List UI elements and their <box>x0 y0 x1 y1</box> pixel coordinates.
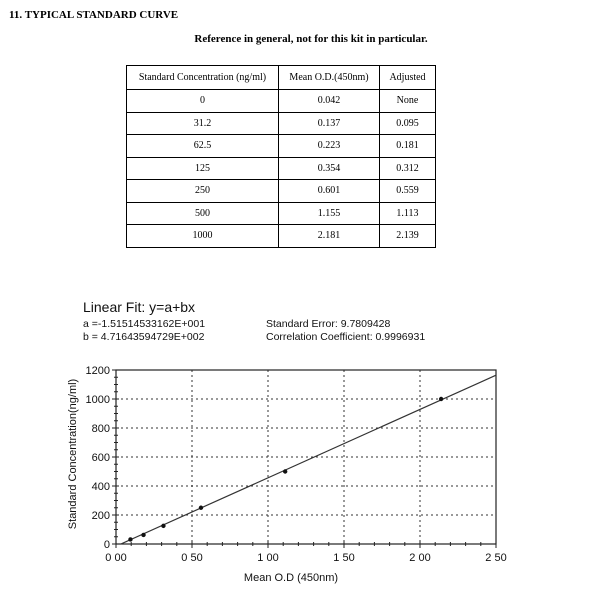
section-title: 11. TYPICAL STANDARD CURVE <box>9 9 179 21</box>
cell-adjusted: 2.139 <box>380 225 436 248</box>
cell-concentration: 31.2 <box>127 112 279 135</box>
header-mean-od: Mean O.D.(450nm) <box>279 66 380 90</box>
subtitle: Reference in general, not for this kit in particular. <box>194 33 428 45</box>
x-tick-label: 2 00 <box>409 552 431 564</box>
cell-concentration: 0 <box>127 90 279 113</box>
data-point <box>283 469 287 473</box>
data-point <box>128 537 132 541</box>
x-tick-label: 2 50 <box>485 552 507 564</box>
y-tick-label: 400 <box>91 481 110 493</box>
cell-concentration: 125 <box>127 157 279 180</box>
y-tick-label: 200 <box>91 510 110 522</box>
x-axis-label: Mean O.D (450nm) <box>243 572 339 584</box>
cell-mean-od: 0.354 <box>279 157 380 180</box>
x-tick-label: 1 00 <box>257 552 279 564</box>
fit-param-a: a =-1.51514533162E+001 <box>83 318 206 330</box>
cell-adjusted: None <box>380 90 436 113</box>
header-concentration: Standard Concentration (ng/ml) <box>127 66 279 90</box>
fit-title: Linear Fit: y=a+bx <box>83 299 196 315</box>
x-tick-label: 1 50 <box>333 552 355 564</box>
cell-mean-od: 0.137 <box>279 112 380 135</box>
cell-adjusted: 0.181 <box>380 135 436 158</box>
fit-correlation: Correlation Coefficient: 0.9996931 <box>266 331 426 343</box>
cell-adjusted: 0.559 <box>380 180 436 203</box>
x-tick-label: 0 50 <box>181 552 203 564</box>
cell-concentration: 250 <box>127 180 279 203</box>
y-tick-label: 1000 <box>85 394 110 406</box>
fit-standard-error: Standard Error: 9.7809428 <box>266 318 391 330</box>
cell-mean-od: 0.601 <box>279 180 380 203</box>
cell-concentration: 62.5 <box>127 135 279 158</box>
cell-mean-od: 0.223 <box>279 135 380 158</box>
x-tick-label: 0 00 <box>105 552 127 564</box>
cell-adjusted: 0.312 <box>380 157 436 180</box>
cell-mean-od: 0.042 <box>279 90 380 113</box>
cell-concentration: 1000 <box>127 225 279 248</box>
data-point <box>439 397 443 401</box>
cell-adjusted: 0.095 <box>380 112 436 135</box>
header-adjusted: Adjusted <box>380 66 436 90</box>
data-point <box>161 524 165 528</box>
cell-mean-od: 2.181 <box>279 225 380 248</box>
data-point <box>141 533 145 537</box>
cell-concentration: 500 <box>127 202 279 225</box>
y-tick-label: 0 <box>103 539 110 551</box>
cell-mean-od: 1.155 <box>279 202 380 225</box>
y-tick-label: 600 <box>91 452 110 464</box>
fit-param-b: b = 4.71643594729E+002 <box>83 331 205 343</box>
cell-adjusted: 1.113 <box>380 202 436 225</box>
data-point <box>199 506 203 510</box>
y-tick-label: 1200 <box>85 365 110 377</box>
y-tick-label: 800 <box>91 423 110 435</box>
y-axis-label: Standard Concentration(ng/ml) <box>67 378 79 530</box>
